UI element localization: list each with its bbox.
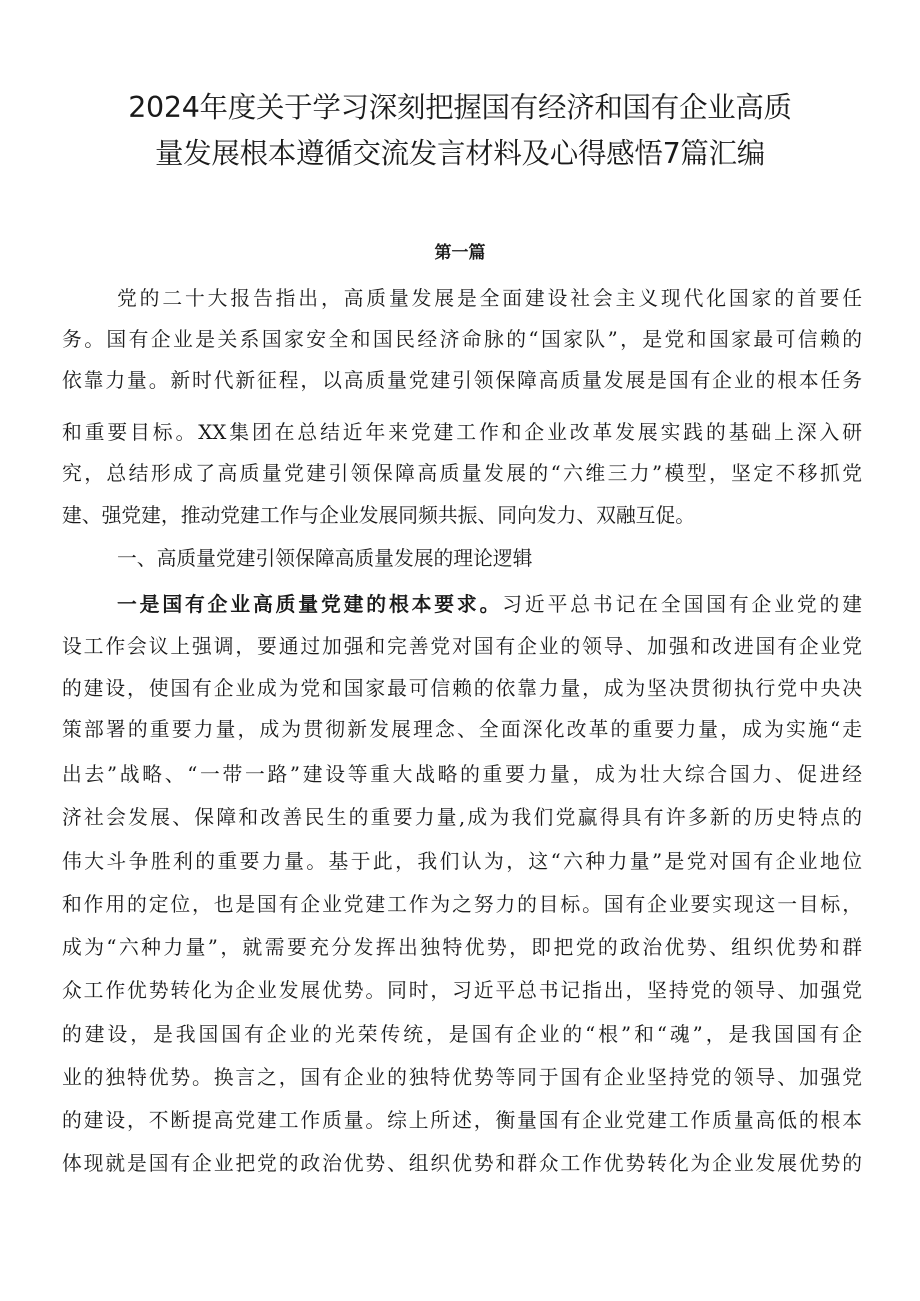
paragraph-2-lead: 一是国有企业高质量党建的根本要求。 <box>117 592 503 616</box>
paragraph-2-line: 的建设，不断提高党建工作质量。综上所述，衡量国有企业党建工作质量高低的根本 <box>62 1109 862 1132</box>
paragraph-1-line: 党的二十大报告指出，高质量发展是全面建设社会主义现代化国家的首要任 <box>117 287 862 310</box>
heading-1: 一、高质量党建引领保障高质量发展的理论逻辑 <box>117 547 533 570</box>
paragraph-2-line: 的建设，是我国国有企业的光荣传统，是国有企业的“根”和“魂”，是我国国有企 <box>62 1023 862 1046</box>
document-title-line-2: 量发展根本遵循交流发言材料及心得感悟7篇汇编 <box>154 137 766 170</box>
paragraph-2-line: 济社会发展、保障和改善民生的重要力量,成为我们党赢得具有许多新的历史特点的 <box>62 806 862 829</box>
paragraph-1-line: 务。国有企业是关系国家安全和国民经济命脉的“国家队”，是党和国家最可信赖的 <box>62 328 862 351</box>
paragraph-2-line: 众工作优势转化为企业发展优势。同时，习近平总书记指出，坚持党的领导、加强党 <box>62 979 862 1002</box>
paragraph-2-line: 成为“六种力量”，就需要充分发挥出独特优势，即把党的政治优势、组织优势和群 <box>62 936 862 959</box>
paragraph-1-line: 依靠力量。新时代新征程，以高质量党建引领保障高质量发展是国有企业的根本任务 <box>62 369 862 392</box>
paragraph-1-line: 和重要目标。XX集团在总结近年来党建工作和企业改革发展实践的基础上深入研 <box>62 421 862 444</box>
paragraph-2-line: 设工作会议上强调，要通过加强和完善党对国有企业的领导、加强和改进国有企业党 <box>62 635 862 658</box>
paragraph-1-line: 究，总结形成了高质量党建引领保障高质量发展的“六维三力”模型，坚定不移抓党 <box>62 462 862 485</box>
section-title: 第一篇 <box>434 243 486 263</box>
paragraph-2-line: 业的独特优势。换言之，国有企业的独特优势等同于国有企业坚持党的领导、加强党 <box>62 1066 862 1089</box>
paragraph-1-line: 建、强党建，推动党建工作与企业发展同频共振、同向发力、双融互促。 <box>62 504 696 527</box>
paragraph-2-line: 体现就是国有企业把党的政治优势、组织优势和群众工作优势转化为企业发展优势的 <box>62 1152 862 1175</box>
paragraph-2-line: 策部署的重要力量，成为贯彻新发展理念、全面深化改革的重要力量，成为实施“走 <box>62 718 862 741</box>
paragraph-2-line: 伟大斗争胜利的重要力量。基于此，我们认为，这“六种力量”是党对国有企业地位 <box>62 850 862 873</box>
paragraph-2-line: 和作用的定位，也是国有企业党建工作为之努力的目标。国有企业要实现这一目标， <box>62 893 862 916</box>
paragraph-2-first-line <box>117 592 862 616</box>
document-title-line-1: 2024年度关于学习深刻把握国有经济和国有企业高质 <box>128 91 792 124</box>
paragraph-2-first-rest: 习近平总书记在全国国有企业党的建 <box>502 593 862 616</box>
paragraph-2-line: 的建设，使国有企业成为党和国家最可信赖的依靠力量，成为坚决贯彻执行党中央决 <box>62 677 862 700</box>
paragraph-2-line: 出去”战略、“一带一路”建设等重大战略的重要力量，成为壮大综合国力、促进经 <box>62 763 862 786</box>
